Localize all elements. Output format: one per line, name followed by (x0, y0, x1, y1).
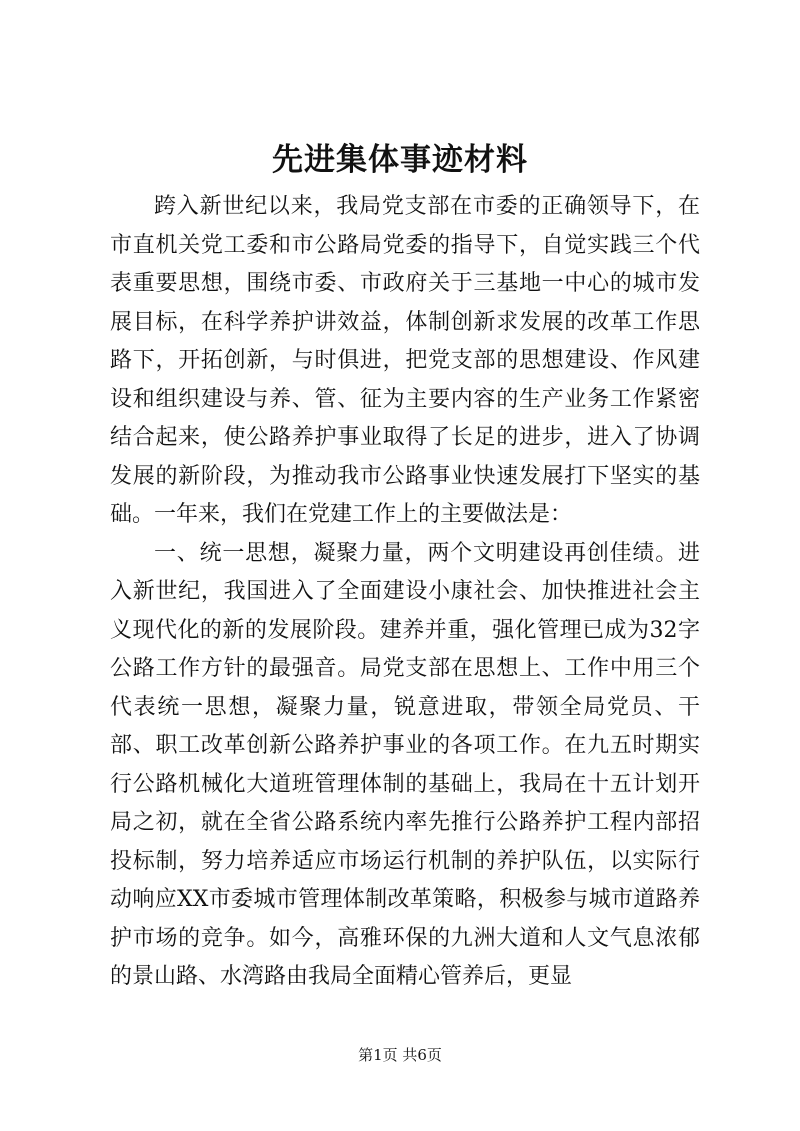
document-title: 先进集体事迹材料 (272, 142, 528, 178)
paragraph-section-one: 一、统一思想，凝聚力量，两个文明建设再创佳绩。进入新世纪，我国进入了全面建设小康社会、加快推进社会主义现代化的新的发展阶段。建养并重，强化管理已成为32字公路工作方针的最强音。局党支部在思想上、工作中用三个代表统一思想，凝聚力量，锐意进取，带领全局党员、干部、职工改革创新公路养护事业的各项工作。在九五时期实行公路机械化大道班管理体制的基础上，我局在十五计划开局之初，就在全省公路系统内率先推行公路养护工程内部招投标制，努力培养适应市场运行机制的养护队伍，以实际行动响应XX市委城市管理体制改革策略，积极参与城市道路养护市场的竞争。如今，高雅环保的九洲大道和人文气息浓郁的景山路、水湾路由我局全面精心管养后，更显 (110, 540, 700, 989)
paragraph-intro: 跨入新世纪以来，我局党支部在市委的正确领导下，在市直机关党工委和市公路局党委的指导下，自觉实践三个代表重要思想，围绕市委、市政府关于三基地一中心的城市发展目标，在科学养护讲效益，体制创新求发展的改革工作思路下，开拓创新，与时俱进，把党支部的思想建设、作风建设和组织建设与养、管、征为主要内容的生产业务工作紧密结合起来，使公路养护事业取得了长足的进步，进入了协调发展的新阶段，为推动我市公路事业快速发展打下坚实的基础。一年来，我们在党建工作上的主要做法是： (110, 194, 700, 527)
document-body (110, 188, 700, 997)
page-footer: 第1页 共6页 (358, 1046, 442, 1064)
